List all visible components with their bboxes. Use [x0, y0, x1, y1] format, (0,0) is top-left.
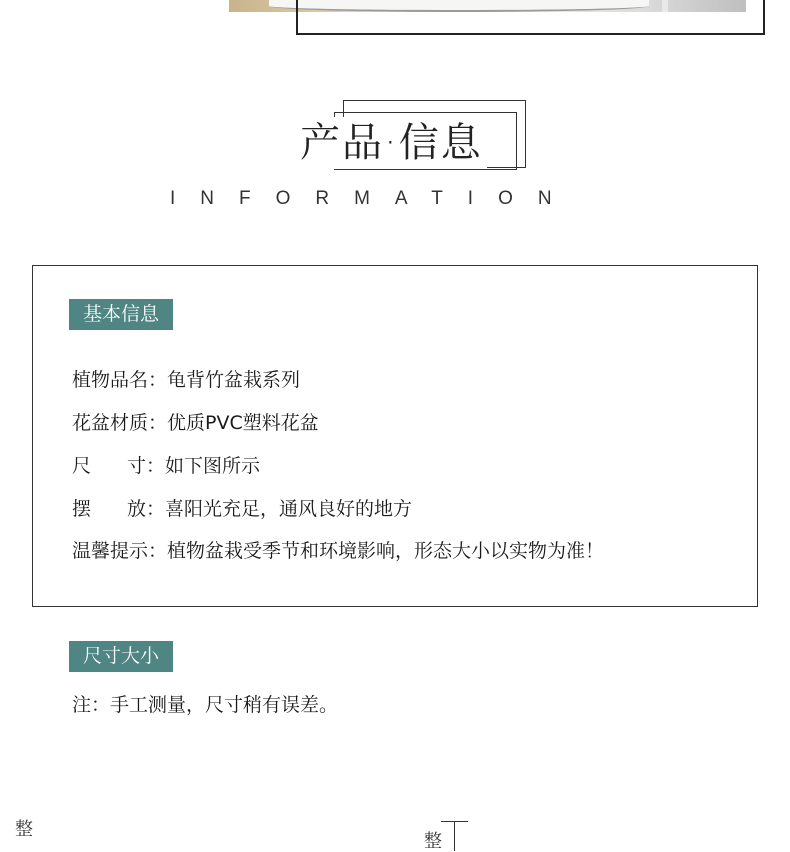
info-label-b: 放： — [127, 498, 166, 520]
diagram-label-fragment-middle: 整 — [424, 831, 442, 852]
info-row-size — [72, 453, 260, 479]
section-subtitle: INFORMATION — [170, 188, 577, 209]
info-value: 植物盆栽受季节和环境影响，形态大小以实物为准！ — [167, 540, 605, 562]
measurement-note: 注：手工测量，尺寸稍有误差。 — [72, 694, 339, 716]
basic-info-tag: 基本信息 — [69, 299, 173, 330]
info-row-pot-material — [72, 410, 319, 436]
info-row-plant-name — [72, 367, 300, 393]
section-title: 产品·信息 — [298, 117, 487, 169]
info-row-placement — [72, 496, 412, 522]
info-value: 如下图所示 — [165, 455, 261, 477]
info-label: 温馨提示： — [72, 540, 168, 562]
info-value: 优质PVC塑料花盆 — [167, 412, 319, 434]
info-label-a: 摆 — [72, 498, 92, 520]
info-row-tip — [72, 538, 604, 564]
info-label: 植物品名： — [72, 369, 168, 391]
dimension-line-vertical — [454, 821, 455, 851]
info-value: 龟背竹盆栽系列 — [167, 369, 301, 391]
size-tag: 尺寸大小 — [69, 641, 173, 672]
info-label-b: 寸： — [127, 455, 166, 477]
info-value: 喜阳光充足，通风良好的地方 — [165, 498, 413, 520]
photo-frame — [296, 0, 765, 35]
info-label: 花盆材质： — [72, 412, 168, 434]
diagram-label-fragment-left: 整 — [15, 819, 33, 840]
info-label-a: 尺 — [72, 455, 92, 477]
